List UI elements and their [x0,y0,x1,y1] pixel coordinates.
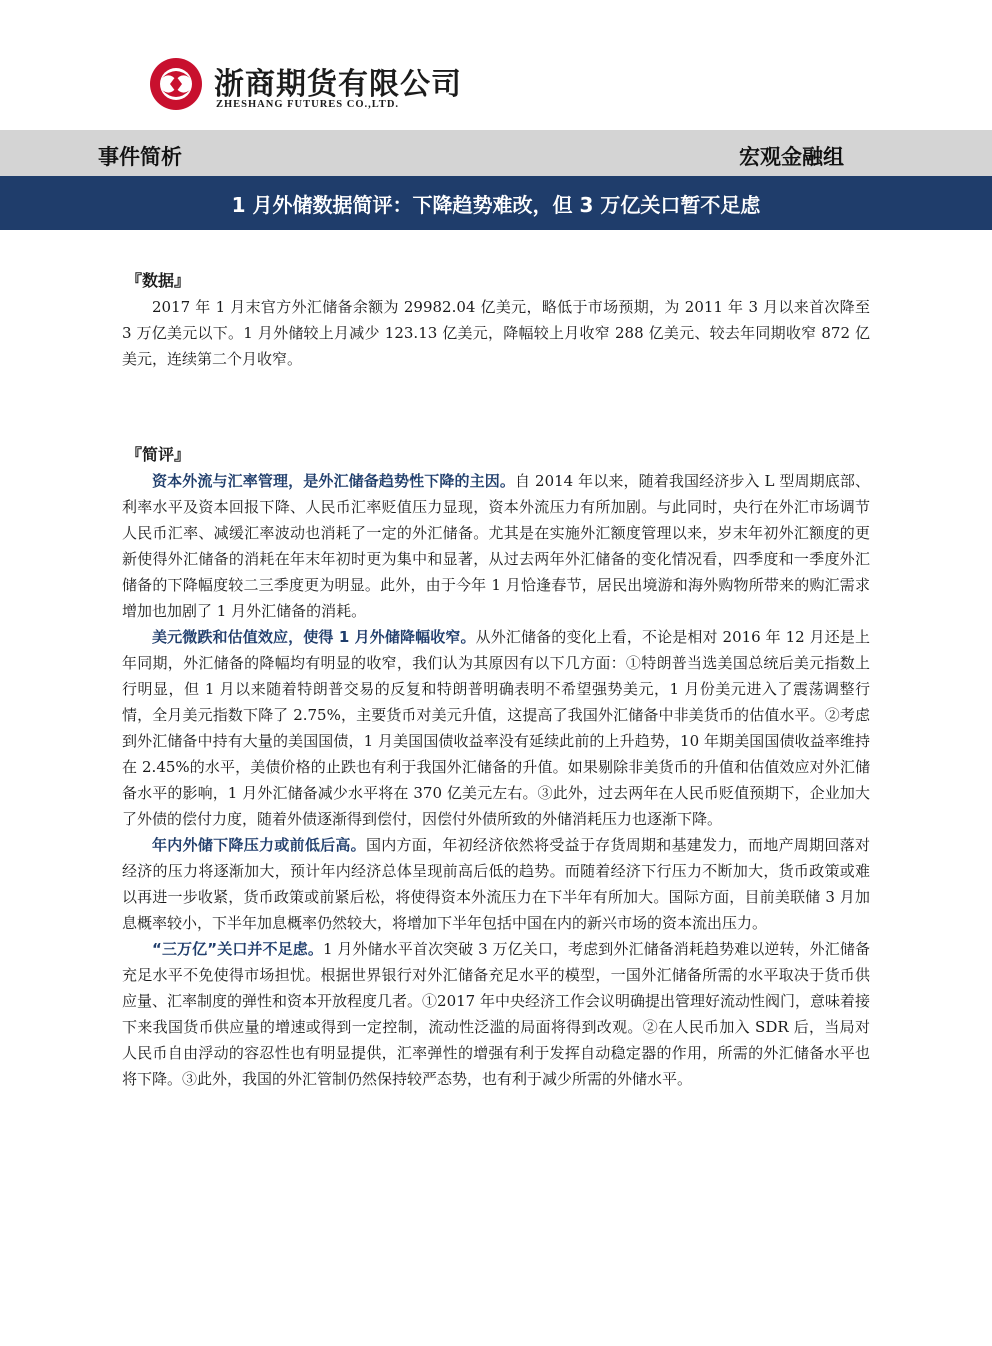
paragraph-text: 1 月外储水平首次突破 3 万亿关口，考虑到外汇储备消耗趋势难以逆转，外汇储备充足水平不免使得市场担忧。根据世界银行对外汇储备充足水平的模型，一国外汇储备所需的水平取决于货币供应量、汇率制度的弹性和资本开放程度几者。①2017 年中央经济工作会议明确提出管理好流动性阀门，意味着接下来我国货币供应量的增速或得到一定控制，流动性泛滥的局面将得到改观。②在人民币加入 SDR 后，当局对人民币自由浮动的容忍性也有明显提供，汇率弹性的增强有利于发挥自动稳定器的作用，所需的外汇储备水平也将下降。③此外，我国的外汇管制仍然保持较严态势，也有利于减少所需的外储水平。 [122,940,870,1088]
title-band [0,176,992,230]
company-name-en: ZHESHANG FUTURES CO.,LTD. [216,99,400,110]
comment-paragraph [122,832,870,936]
paragraph-lead: 美元微跌和估值效应，使得 1 月外储降幅收窄。 [152,628,476,646]
paragraph-text: 自 2014 年以来，随着我国经济步入 L 型周期底部、利率水平及资本回报下降、人民币汇率贬值压力显现，资本外流压力有所加剧。与此同时，央行在外汇市场调节人民币汇率、减缓汇率波动也消耗了一定的外汇储备。尤其是在实施外汇额度管理以来，岁末年初外汇额度的更新使得外汇储备的消耗在年末年初时更为集中和显著，从过去两年外汇储备的变化情况看，四季度和一季度外汇储备的下降幅度较二三季度更为明显。此外，由于今年 1 月恰逢春节，居民出境游和海外购物所带来的购汇需求增加也加剧了 1 月外汇储备的消耗。 [122,472,870,620]
section-heading-comment: 『简评』 [126,445,191,464]
report-type-label: 事件简析 [98,145,182,169]
company-name-cn: 浙商期货有限公司 [214,67,462,102]
paragraph-lead: 年内外储下降压力或前低后高。 [152,836,366,854]
paragraph-text: 国内方面，年初经济依然将受益于存货周期和基建发力，而地产周期回落对经济的压力将逐渐加大，预计年内经济总体呈现前高后低的趋势。而随着经济下行压力不断加大，货币政策或难以再进一步收紧，货币政策或前紧后松，将使得资本外流压力在下半年有所加大。国际方面，目前美联储 3 月加息概率较小，下半年加息概率仍然较大，将增加下半年包括中国在内的新兴市场的资本流出压力。 [122,836,870,932]
section-spacer [122,372,870,442]
comment-paragraph [122,468,870,624]
paragraph-lead: “三万亿”关口并不足虑。 [152,940,323,958]
paragraph-lead: 资本外流与汇率管理，是外汇储备趋势性下降的主因。 [152,472,516,490]
category-band [0,130,992,176]
data-paragraph: 2017 年 1 月末官方外汇储备余额为 29982.04 亿美元，略低于市场预期，为 2011 年 3 月以来首次降至 3 万亿美元以下。1 月外储较上月减少 123.13 亿美元，降幅较上月收窄 288 亿美元、较去年同期收窄 872 亿美元，连续第二个月收窄。 [122,298,870,368]
company-logo [148,56,462,118]
report-body [122,268,870,1092]
team-label: 宏观金融组 [739,145,844,169]
comment-paragraph [122,936,870,1092]
section-heading-data: 『数据』 [126,271,191,290]
comment-paragraph [122,624,870,832]
zheshang-logo-icon [148,56,204,112]
report-title: 1 月外储数据简评：下降趋势难改，但 3 万亿关口暂不足虑 [231,193,761,217]
paragraph-text: 从外汇储备的变化上看，不论是相对 2016 年 12 月还是上年同期，外汇储备的降幅均有明显的收窄，我们认为其原因有以下几方面：①特朗普当选美国总统后美元指数上行明显，但 1 月以来随着特朗普交易的反复和特朗普明确表明不希望强势美元，1 月份美元进入了震荡调整行情，全月美元指数下降了 2.75%，主要货币对美元升值，这提高了我国外汇储备中非美货币的估值水平。②考虑到外汇储备中持有大量的美国国债，1 月美国国债收益率没有延续此前的上升趋势，10 年期美国国债收益率维持在 2.45%的水平，美债价格的止跌也有利于我国外汇储备的升值。如果剔除非美货币的升值和估值效应对外汇储备水平的影响，1 月外汇储备减少水平将在 370 亿美元左右。③此外，过去两年在人民币贬值预期下，企业加大了外债的偿付力度，随着外债逐渐得到偿付，因偿付外债所致的外储消耗压力也逐渐下降。 [122,628,870,828]
